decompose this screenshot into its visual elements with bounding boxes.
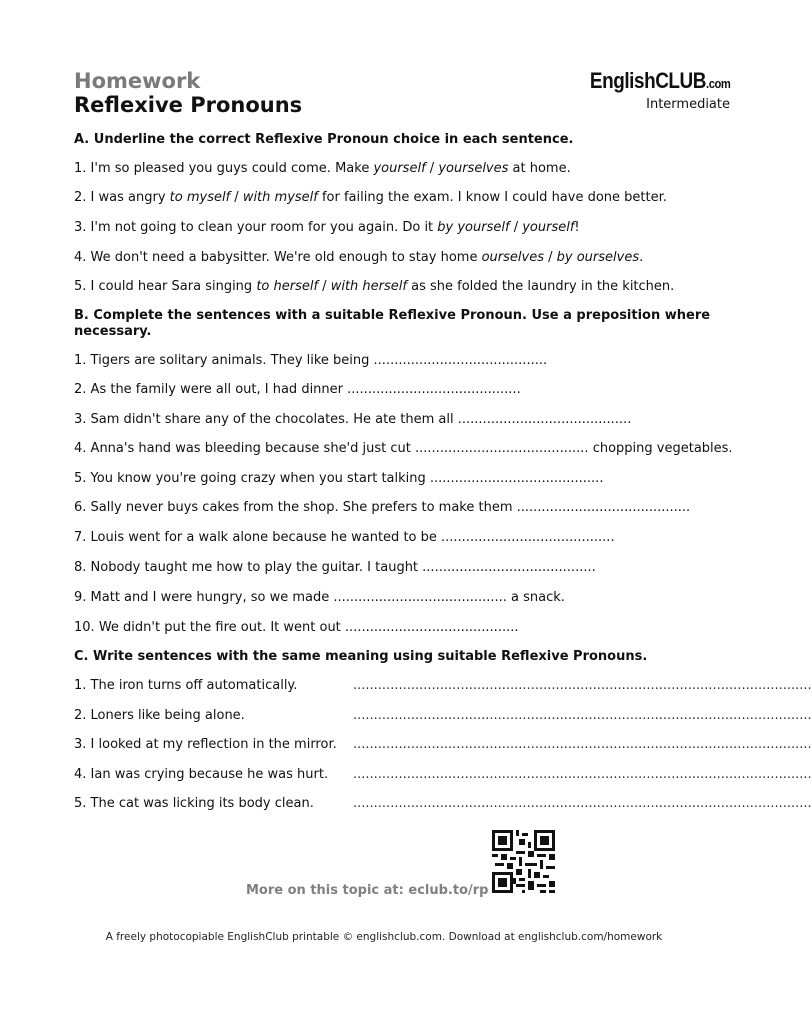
logo-wordmark <box>589 70 730 95</box>
answer-blank[interactable]: .......................................... <box>516 500 691 515</box>
item-text: Matt and I were hungry, so we made <box>90 590 334 605</box>
choice-option: to herself <box>256 279 319 294</box>
choice-option: yourself <box>373 161 426 176</box>
answer-blank[interactable]: .......................................... <box>333 590 507 605</box>
section-c-heading: C. Write sentences with the same meaning using suitable Reflexive Pronouns. <box>74 649 648 664</box>
item-number: 1. <box>74 678 87 693</box>
section-b-item <box>74 382 521 398</box>
section-b-item <box>74 353 547 369</box>
item-number: 9. <box>74 590 87 605</box>
item-number: 2. <box>74 382 87 397</box>
item-text: I'm not going to clean your room for you again. Do it <box>90 220 438 235</box>
choice-separator: / <box>543 250 557 265</box>
choice-separator: / <box>318 279 331 294</box>
item-number: 5. <box>74 471 87 486</box>
item-number: 2. <box>74 708 87 723</box>
item-text: The iron turns off automatically. <box>90 678 298 693</box>
item-number: 10. <box>74 620 95 635</box>
choice-separator: / <box>509 220 523 235</box>
item-text: I could hear Sara singing <box>90 279 257 294</box>
answer-blank[interactable]: .......................................... <box>344 620 519 635</box>
answer-line[interactable]: ............................................................................................................... <box>353 767 812 782</box>
answer-blank[interactable]: .......................................... <box>373 353 548 368</box>
answer-blank[interactable]: .......................................... <box>441 530 615 545</box>
section-c-item <box>74 708 245 724</box>
section-b-item <box>74 441 733 457</box>
section-b-item <box>74 590 565 606</box>
item-text: Nobody taught me how to play the guitar. I taught <box>90 560 423 575</box>
section-b-item <box>74 412 631 428</box>
item-number: 4. <box>74 441 87 456</box>
choice-option: by ourselves <box>556 250 640 265</box>
section-a-item <box>74 161 571 177</box>
section-c-item <box>74 796 314 812</box>
englishclub-logo <box>567 70 730 112</box>
item-text: for failing the exam. I know I could have done better. <box>317 190 667 205</box>
choice-option: yourselves <box>438 161 509 176</box>
item-text: I'm so pleased you guys could come. Make <box>90 161 374 176</box>
logo-suffix: .com <box>705 76 730 91</box>
section-a-item <box>74 279 674 295</box>
level-label: Intermediate <box>646 97 730 112</box>
section-b-item <box>74 560 596 576</box>
item-text: I looked at my reflection in the mirror. <box>90 737 337 752</box>
choice-option: by yourself <box>437 220 510 235</box>
answer-blank[interactable]: .......................................... <box>457 412 632 427</box>
section-c-item <box>74 678 297 694</box>
answer-line[interactable]: ............................................................................................................... <box>353 796 812 811</box>
item-text: I was angry <box>90 190 170 205</box>
item-number: 3. <box>74 412 87 427</box>
qr-code-icon[interactable] <box>490 830 557 893</box>
choice-option: with herself <box>330 279 407 294</box>
section-a-item <box>74 220 580 236</box>
item-number: 5. <box>74 796 87 811</box>
item-number: 2. <box>74 190 87 205</box>
answer-blank[interactable]: .......................................... <box>415 441 589 456</box>
item-number: 5. <box>74 279 87 294</box>
item-number: 8. <box>74 560 87 575</box>
item-text: As the family were all out, I had dinner <box>90 382 348 397</box>
section-b-item <box>74 620 518 636</box>
item-text: at home. <box>508 161 571 176</box>
item-number: 7. <box>74 530 87 545</box>
answer-blank[interactable]: .......................................... <box>422 560 596 575</box>
choice-separator: / <box>230 190 243 205</box>
answer-blank[interactable]: .......................................... <box>347 382 521 397</box>
section-b-item <box>74 500 690 516</box>
item-number: 6. <box>74 500 87 515</box>
item-number: 1. <box>74 161 87 176</box>
item-text: Louis went for a walk alone because he wanted to be <box>90 530 442 545</box>
choice-option: to myself <box>169 190 231 205</box>
choice-separator: / <box>425 161 439 176</box>
item-number: 3. <box>74 737 87 752</box>
item-text: We didn't put the fire out. It went out <box>98 620 345 635</box>
logo-text: EnglishCLUB <box>589 68 706 93</box>
answer-blank[interactable]: .......................................... <box>429 471 604 486</box>
choice-option: with myself <box>242 190 318 205</box>
section-a-heading: A. Underline the correct Reflexive Pronoun choice in each sentence. <box>74 132 574 147</box>
answer-line[interactable]: ............................................................................................................... <box>353 708 812 723</box>
item-text: a snack. <box>506 590 565 605</box>
item-text: . <box>639 250 644 265</box>
section-c-item <box>74 767 328 783</box>
page-kicker: Homework <box>74 69 201 93</box>
section-a-item <box>74 250 643 266</box>
item-text: Ian was crying because he was hurt. <box>90 767 329 782</box>
item-text: Tigers are solitary animals. They like being <box>90 353 374 368</box>
item-number: 4. <box>74 250 87 265</box>
item-text: You know you're going crazy when you start talking <box>90 471 430 486</box>
choice-option: ourselves <box>481 250 544 265</box>
section-b-heading: B. Complete the sentences with a suitable Reflexive Pronoun. Use a preposition where necessary. <box>74 308 711 339</box>
item-text: as she folded the laundry in the kitchen. <box>406 279 675 294</box>
item-text: Sally never buys cakes from the shop. She prefers to make them <box>90 500 517 515</box>
item-text: Loners like being alone. <box>90 708 245 723</box>
section-a-item <box>74 190 667 206</box>
item-text: ! <box>574 220 580 235</box>
section-c-item <box>74 737 337 753</box>
more-topic-link[interactable]: More on this topic at: eclub.to/rp <box>246 883 489 898</box>
answer-line[interactable]: ............................................................................................................... <box>353 678 812 693</box>
item-text: The cat was licking its body clean. <box>90 796 314 811</box>
footer-credit: A freely photocopiable EnglishClub printable © englishclub.com. Download at englishclub.com/homework <box>105 931 663 943</box>
item-text: Anna's hand was bleeding because she'd just cut <box>90 441 415 456</box>
item-text: chopping vegetables. <box>588 441 733 456</box>
item-text: We don't need a babysitter. We're old enough to stay home <box>90 250 482 265</box>
item-text: Sam didn't share any of the chocolates. He ate them all <box>90 412 458 427</box>
item-number: 4. <box>74 767 87 782</box>
choice-option: yourself <box>522 220 575 235</box>
section-b-item <box>74 530 615 546</box>
item-number: 3. <box>74 220 87 235</box>
answer-line[interactable]: ............................................................................................................... <box>353 737 812 752</box>
page-title: Reflexive Pronouns <box>74 93 303 117</box>
item-number: 1. <box>74 353 87 368</box>
section-b-item <box>74 471 603 487</box>
